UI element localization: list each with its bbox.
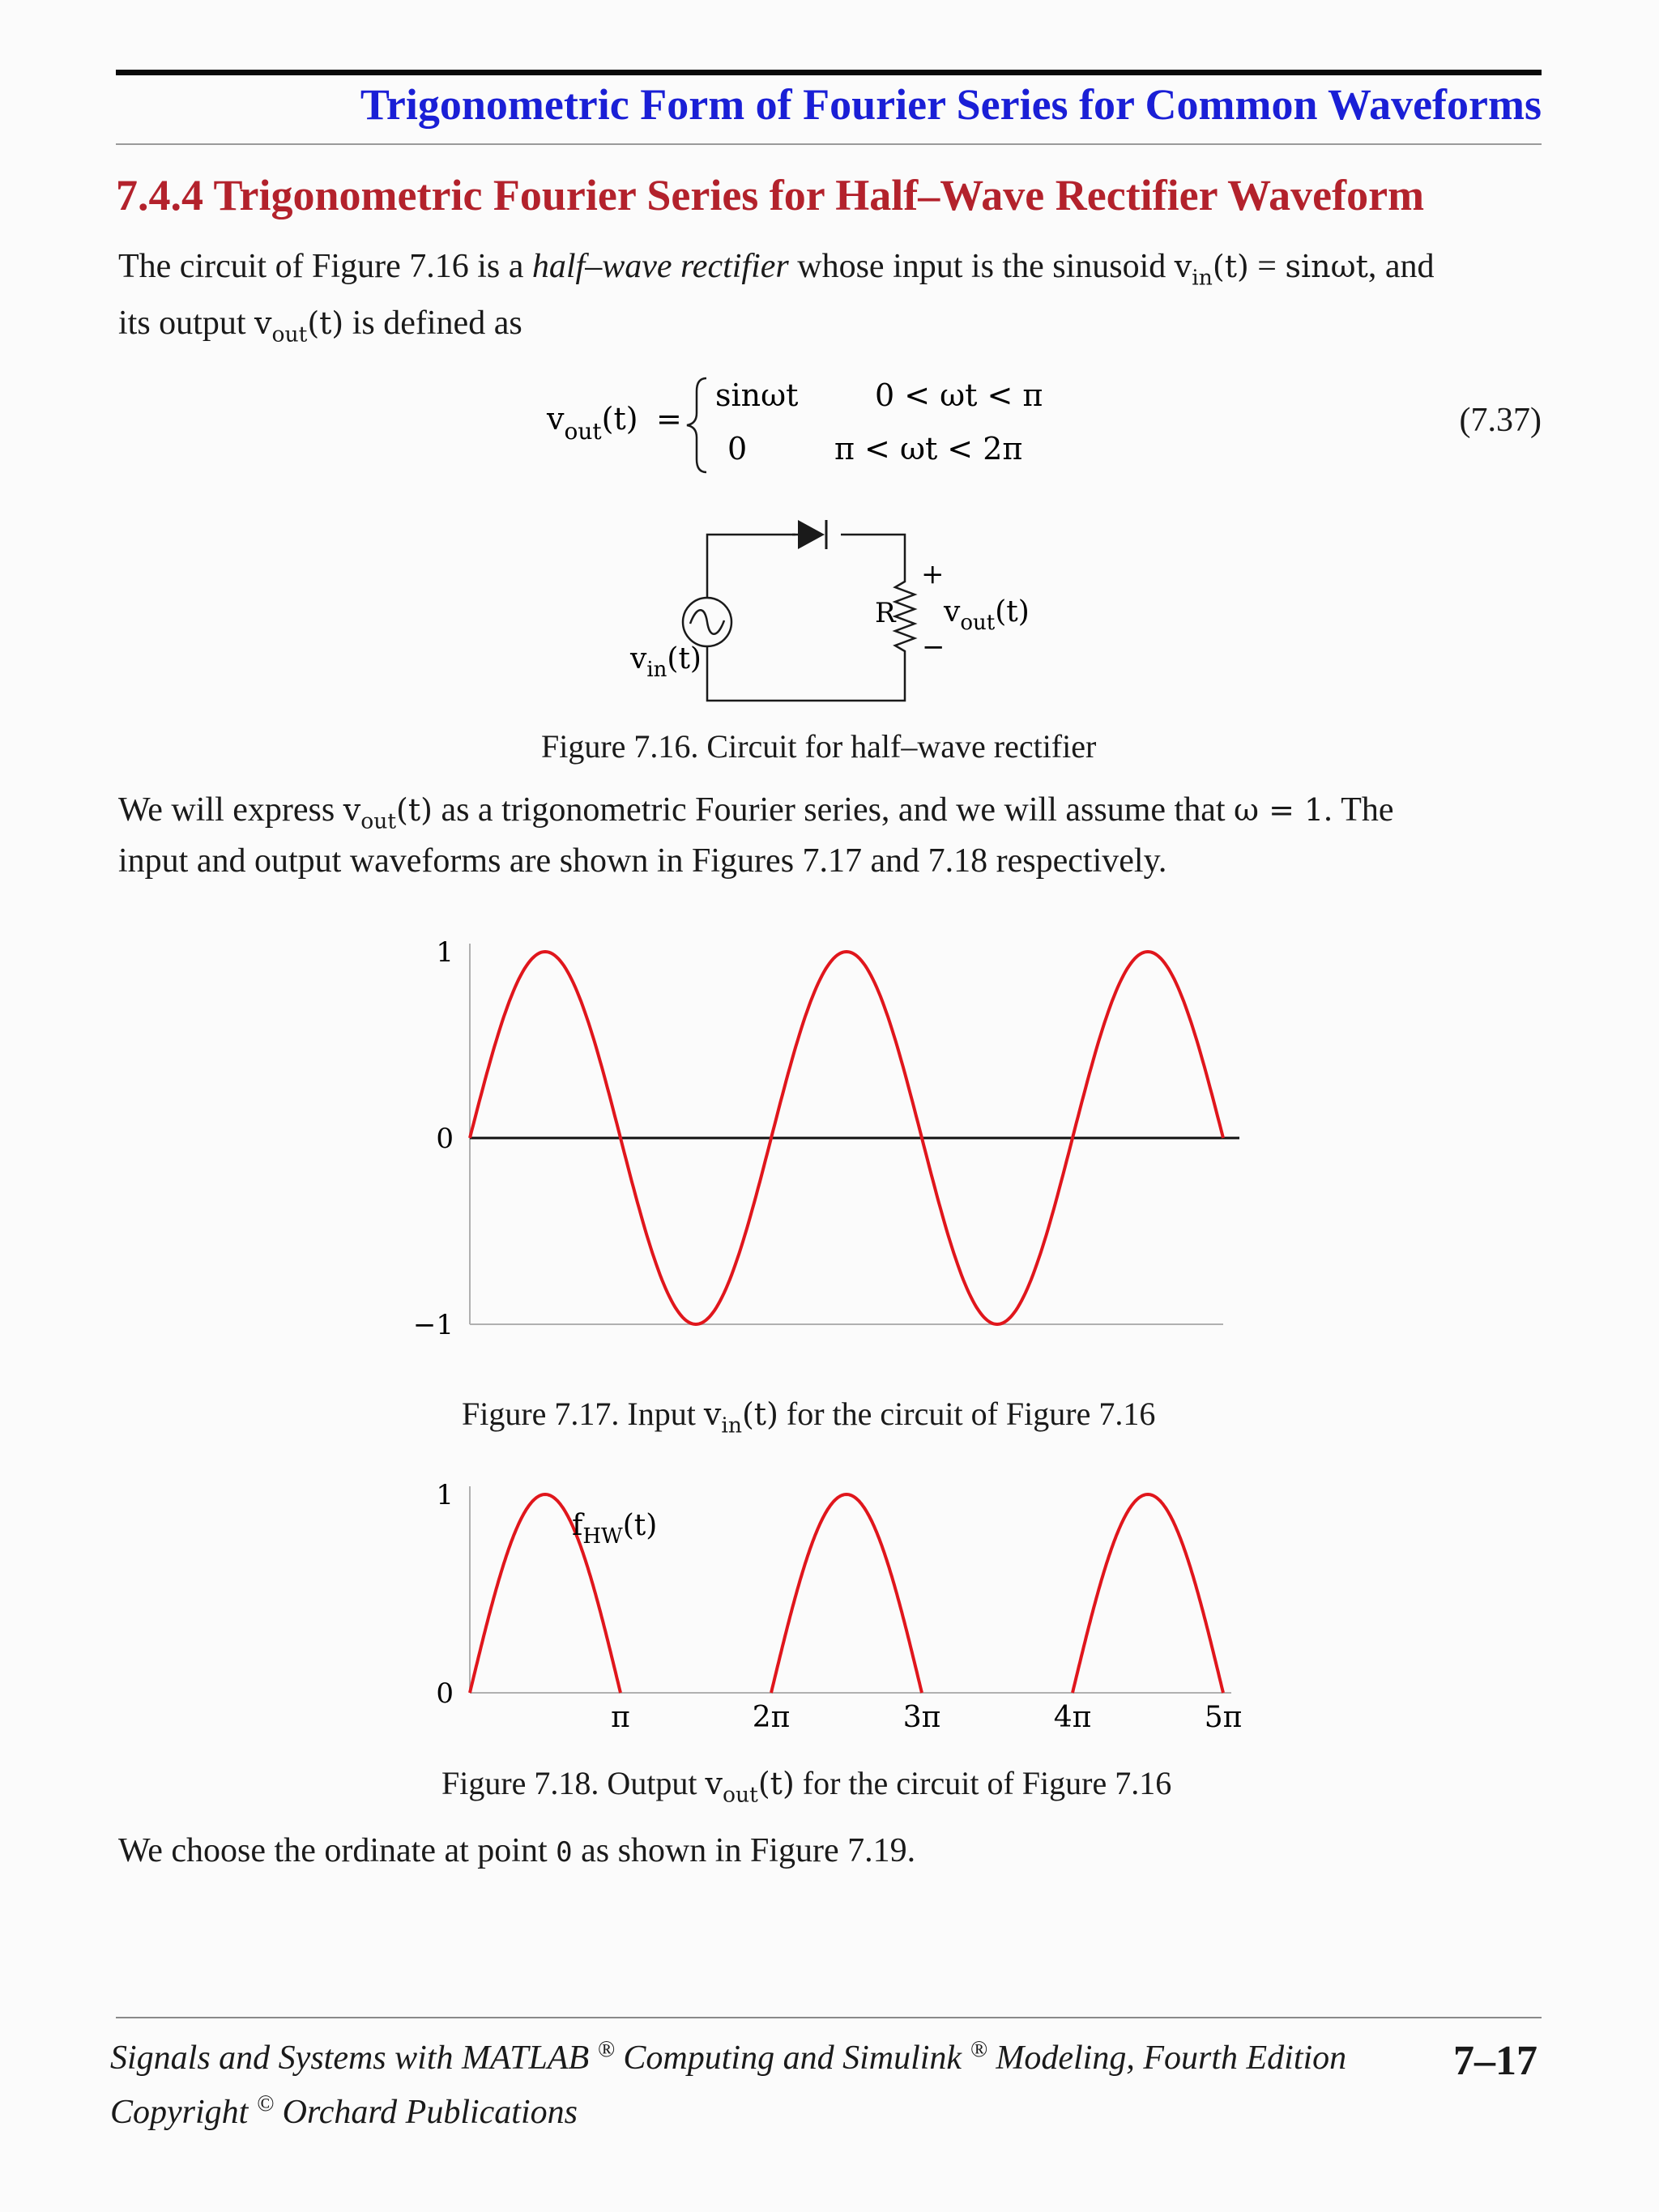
middle-paragraph-line-2: input and output waveforms are shown in Figures 7.17 and 7.18 respectively. xyxy=(118,842,1167,880)
output-waveform-chart xyxy=(405,1466,1296,1741)
rectified-hump xyxy=(771,1494,922,1693)
vin-label: $v_{in}(t)$ xyxy=(630,642,702,682)
series-label-fhw: $f_{HW}(t)$ xyxy=(572,1509,658,1549)
circuit-diagram xyxy=(616,510,1069,721)
diode-icon xyxy=(792,520,826,549)
y-tick-label-top: 1 xyxy=(436,936,454,969)
y-tick-label-bottom: −1 xyxy=(412,1309,454,1341)
case-2-condition: π < ωt < 2π xyxy=(834,431,1023,467)
x-tick-labels xyxy=(611,1701,1242,1734)
x-tick-label: π xyxy=(611,1701,630,1734)
closing-paragraph: We choose the ordinate at point 0 as shown in Figure 7.19. xyxy=(118,1832,916,1869)
case-1-condition: 0 < ωt < π xyxy=(875,377,1043,413)
y-tick-label-zero: 0 xyxy=(436,1677,454,1710)
minus-terminal: − xyxy=(922,631,945,663)
middle-paragraph-line-1: We will express $v_{out}(t)$ as a trigonometric Fourier series, and we will assume that ω = 1. The xyxy=(118,791,1394,834)
rectified-hump xyxy=(1073,1494,1223,1693)
vout-label: $v_{out}(t)$ xyxy=(944,595,1030,635)
page-number: 7–17 xyxy=(1453,2038,1537,2084)
sine-wave-icon xyxy=(690,610,724,634)
equation-number: (7.37) xyxy=(1459,402,1542,439)
equation-lhs: $v_{out}(t)$ xyxy=(547,401,638,445)
plus-terminal: + xyxy=(921,558,945,590)
running-header: Trigonometric Form of Fourier Series for Common Waveforms xyxy=(360,80,1542,129)
equation-equals: = xyxy=(656,401,682,437)
x-tick-label: 4π xyxy=(1053,1701,1092,1734)
resistor-icon xyxy=(895,575,915,660)
footer-book-title: Signals and Systems with MATLAB ® Computing and Simulink ® Modeling, Fourth Edition xyxy=(110,2037,1347,2077)
x-tick-label: 2π xyxy=(752,1701,791,1734)
input-waveform-chart xyxy=(405,923,1296,1361)
header-divider xyxy=(116,143,1542,145)
y-tick-label-zero: 0 xyxy=(436,1123,454,1155)
resistor-label: R xyxy=(875,597,896,629)
figure-7-17-caption: Figure 7.17. Input $v_{in}(t)$ for the circuit of Figure 7.16 xyxy=(462,1396,1156,1438)
x-tick-label: 3π xyxy=(902,1701,941,1734)
footer-copyright: Copyright © Orchard Publications xyxy=(110,2091,578,2131)
equation-7-37 xyxy=(518,369,1085,482)
case-2-expression: 0 xyxy=(727,431,748,467)
header-top-rule xyxy=(116,70,1542,75)
case-1-expression: sinωt xyxy=(715,377,799,413)
equation-brace xyxy=(687,378,706,472)
footer-divider xyxy=(116,2017,1542,2018)
y-tick-label-top: 1 xyxy=(436,1479,454,1511)
x-tick-label: 5π xyxy=(1204,1701,1243,1734)
figure-7-16-caption: Figure 7.16. Circuit for half–wave rectifier xyxy=(541,728,1097,765)
intro-paragraph-line-2: its output $v_{out}(t)$ is defined as xyxy=(118,305,522,347)
figure-7-18-caption: Figure 7.18. Output $v_{out}(t)$ for the circuit of Figure 7.16 xyxy=(441,1765,1172,1808)
intro-paragraph-line-1: The circuit of Figure 7.16 is a half–wave rectifier whose input is the sinusoid $v_{in}(t) = \sin\omega t$, and xyxy=(118,248,1435,291)
section-heading: 7.4.4 Trigonometric Fourier Series for Half–Wave Rectifier Waveform xyxy=(116,171,1425,219)
